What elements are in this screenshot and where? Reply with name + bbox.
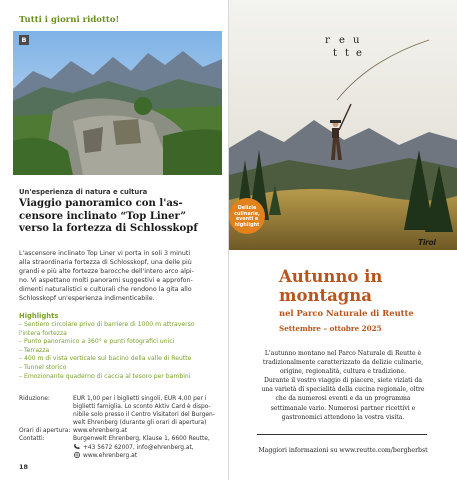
fortress-photo-illustration <box>13 31 222 175</box>
discount-line: welt Ehrenberg (durante gli orari di apertura) <box>73 420 207 427</box>
right-page <box>229 0 457 480</box>
title-line: verso la fortezza di Schlosskopf <box>19 223 198 234</box>
feature-body-line: L'autunno montano nel Parco Naturale di Reutte è <box>264 350 422 357</box>
title-line: censore inclinato “Top Liner” <box>19 210 186 222</box>
discount-line: EUR 1,00 per i biglietti singoli, EUR 4,00 per i <box>73 396 207 402</box>
logo-letter: t <box>345 48 350 59</box>
website-link[interactable]: www.ehrenberg.at <box>83 452 138 459</box>
feature-title-line: montagna <box>279 285 372 305</box>
feature-body-line: tradizionalmente caratterizzato da delizie culinarie, <box>262 359 424 367</box>
contacts-row <box>19 435 229 459</box>
highlight-item: l'intera fortezza <box>19 329 67 337</box>
phone-email-line <box>73 444 229 452</box>
feature-body-line: settimanale vario. Numerosi partner ricettivi e <box>270 404 416 412</box>
discount-label: Riduzione: <box>19 396 50 402</box>
highlight-item: – Tunnel storico <box>19 363 67 371</box>
contacts-label: Contatti: <box>19 436 45 443</box>
body-line: dimenti naturalistici e culturali che rendono la gita allo <box>19 285 192 293</box>
feature-title <box>279 268 457 305</box>
phone-email-text[interactable]: +43 5672 62007, info@ehrenberg.at, <box>83 444 194 451</box>
feature-body-line: Durante il vostro viaggio di piacere, siete viziati da <box>263 377 423 385</box>
highlight-item: – Terrazza <box>19 346 50 354</box>
page-header: Tutti i giorni ridotto! <box>19 15 120 25</box>
logo-letter: u <box>353 35 360 46</box>
highlights-list <box>19 321 229 381</box>
info-block <box>19 395 229 460</box>
page-number: 18 <box>19 463 29 471</box>
logo-letter: t <box>333 48 338 59</box>
discount-value <box>73 395 229 427</box>
body-line: L'ascensore inclinato Top Liner vi porta in soli 3 minuti <box>19 250 191 257</box>
title-line: Viaggio panoramico con l'as- <box>19 198 183 209</box>
highlight-item: – Punto panoramico a 360° e punti fotografici unici <box>19 338 175 346</box>
badge-line: highlight <box>234 221 260 228</box>
globe-icon <box>73 452 81 458</box>
article-title <box>19 198 229 236</box>
feature-body-line: che da numerosi eventi e da un programma <box>275 395 411 403</box>
tirol-logo: Tirol <box>418 238 436 247</box>
hours-label: Orari di apertura: <box>19 428 71 435</box>
feature-body-line: origine, regionalità, cultura e tradizione. <box>279 368 407 376</box>
discount-line: biglietti famiglia. Lo sconto Aktiv Card è dispo- <box>73 404 211 411</box>
website-line <box>73 452 229 460</box>
badge-line: eventi e <box>235 216 259 223</box>
phone-icon <box>73 444 81 450</box>
badge-line: culinarie, <box>234 210 260 217</box>
feature-body <box>243 349 443 422</box>
more-info-link[interactable]: Maggiori informazioni su www.reutte.com/bergherbst <box>258 447 428 454</box>
contacts-value <box>73 435 229 459</box>
feature-dates: Settembre – ottobre 2025 <box>279 324 382 333</box>
badge-line: Delizie <box>237 205 257 211</box>
body-line: alla straordinaria fortezza di Schlosskopf, una delle più <box>19 258 192 266</box>
body-line: no. Vi aspettano molti panorami suggestivi e approfon- <box>19 276 193 284</box>
feature-subtitle: nel Parco Naturale di Reutte <box>279 308 414 318</box>
article-body <box>19 250 229 303</box>
highlight-item: – Sentiero circolare privo di barriere di 1000 m attraverso <box>19 321 195 328</box>
discount-line: nibile solo presso il Centro Visitatori del Burgen- <box>73 412 215 419</box>
discount-row <box>19 395 229 427</box>
highlights-heading: Highlights <box>19 312 59 320</box>
reutte-logo <box>325 35 365 65</box>
body-line: Schlosskopf un'esperienza indimenticabile. <box>19 294 155 302</box>
address-text: Burgenwelt Ehrenberg, Klause 1, 6600 Reutte, <box>73 436 210 443</box>
highlight-item: – 400 m di vista verticale sul bacino della valle di Reutte <box>19 355 192 363</box>
feature-body-line: gastronomici attendono la vostra visita. <box>281 413 405 421</box>
logo-letter: e <box>356 48 362 59</box>
article-kicker: Un'esperienza di natura e cultura <box>19 188 148 196</box>
photo-badge: B <box>19 35 29 45</box>
logo-letter: e <box>339 35 345 46</box>
body-line: grandi e più alte fortezze barocche dell'intero arco alpi- <box>19 267 194 275</box>
logo-letter: r <box>325 35 330 46</box>
feature-body-line: una varietà di specialità della cucina regionale, oltre <box>261 386 425 394</box>
hours-link[interactable]: www.ehrenberg.at <box>73 428 128 435</box>
feature-title-line: Autunno in <box>279 267 383 286</box>
highlight-circle-badge <box>229 198 265 234</box>
divider <box>257 434 427 435</box>
highlight-item: – Emozionante quaderno di caccia al tesoro per bambini <box>19 372 191 380</box>
fortress-photo <box>13 31 222 175</box>
hours-row <box>19 427 229 435</box>
